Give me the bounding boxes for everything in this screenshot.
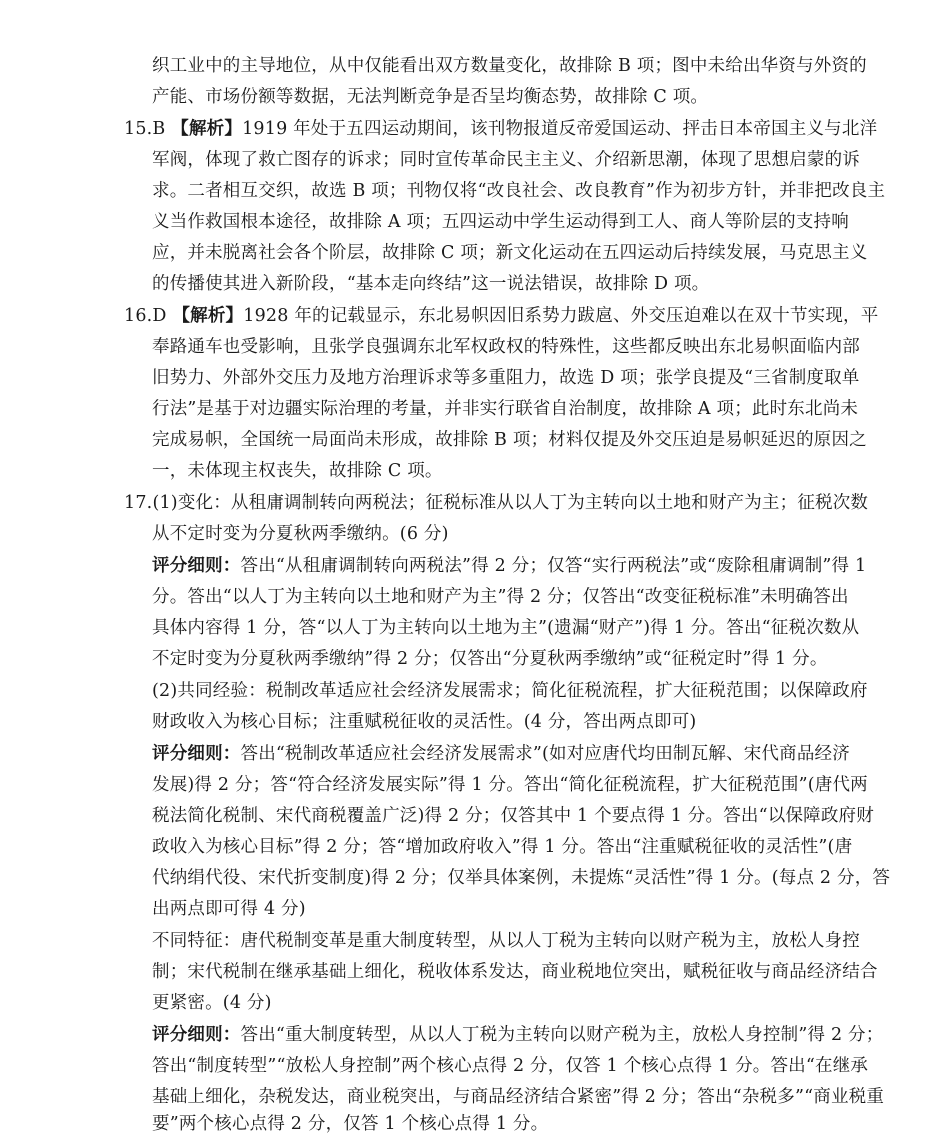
q15-line: 军阀，体现了救亡图存的诉求；同时宣传革命民主主义、介绍新思潮，体现了思想启蒙的诉	[152, 150, 860, 170]
q16-analysis-tag: 【解析】	[172, 306, 244, 326]
q17-part2-line: (2)共同经验：税制改革适应社会经济发展需求；简化征税流程，扩大征税范围；以保障政府	[152, 681, 868, 701]
q17-part2-rubric-line: 税法简化税制、宋代商税覆盖广泛)得 2 分；仅答其中 1 个要点得 1 分。答出“以保障政府财	[152, 806, 874, 826]
q16-number: 16.D	[124, 306, 167, 326]
rubric-text: 答出“从租庸调制转向两税法”得 2 分；仅答“实行两税法”或“废除租庸调制”得 1	[240, 556, 867, 576]
q17-part3-rubric-line: 基础上细化，杂税发达，商业税突出，与商品经济结合紧密”得 2 分；答出“杂税多”“商业税重	[152, 1087, 885, 1107]
q17-part2-rubric-line: 政收入为核心目标”得 2 分；答“增加政府收入”得 1 分。答出“注重赋税征收的灵活性”(唐	[152, 837, 853, 857]
q15-line: 求。二者相互交织，故选 B 项；刊物仅将“改良社会、改良教育”作为初步方针，并非把改良主	[152, 181, 886, 201]
q15-text: 1919 年处于五四运动期间，该刊物报道反帝爱国运动、抨击日本帝国主义与北洋	[242, 119, 878, 139]
q17-part1-rubric-line: 不定时变为分夏秋两季缴纳”得 2 分；仅答出“分夏秋两季缴纳”或“征税定时”得 1 分。	[152, 649, 828, 669]
q17-part2-line: 财政收入为核心目标；注重赋税征收的灵活性。(4 分，答出两点即可)	[152, 712, 697, 732]
q17-first-line	[124, 491, 868, 515]
q17-part3-line: 更紧密。(4 分)	[152, 993, 272, 1013]
q17-part2-rubric-line: 代纳绢代役、宋代折变制度)得 2 分；仅举具体案例，未提炼“灵活性”得 1 分。(每点 2 分，答	[152, 868, 891, 888]
q17-number: 17.	[124, 493, 153, 513]
q17-part3-rubric-line: 要”两个核心点得 2 分，仅答 1 个核心点得 1 分。	[152, 1114, 549, 1134]
q17-part2-rubric-first	[152, 742, 850, 766]
rubric-label: 评分细则：	[152, 556, 241, 576]
q17-part2-rubric-line: 发展)得 2 分；答“符合经济发展实际”得 1 分。答出“简化征税流程，扩大征税范围”(唐代两	[152, 775, 868, 795]
q17-part1-rubric-first	[152, 554, 866, 578]
q17-part3-rubric-line: 答出“制度转型”“放松人身控制”两个核心点得 2 分，仅答 1 个核心点得 1 分。答出“在继承	[152, 1056, 869, 1076]
q17-part3-line: 不同特征：唐代税制变革是重大制度转型，从以人丁税为主转向以财产税为主，放松人身控	[152, 931, 860, 951]
q17-part1-line: 从不定时变为分夏秋两季缴纳。(6 分)	[152, 524, 449, 544]
q17-part1-rubric-line: 具体内容得 1 分，答“以人丁为主转向以土地为主”(遗漏“财产”)得 1 分。答出“征税次数从	[152, 618, 860, 638]
q17-part1-rubric-line: 分。答出“以人丁为主转向以土地和财产为主”得 2 分；仅答出“改变征税标准”未明确答出	[152, 587, 849, 607]
q17-part1-text: (1)变化：从租庸调制转向两税法；征税标准从以人丁为主转向以土地和财产为主；征税次数	[152, 493, 869, 513]
q16-line: 完成易帜，全国统一局面尚未形成，故排除 B 项；材料仅提及外交压迫是易帜延迟的原因之	[152, 430, 867, 450]
rubric-text: 答出“税制改革适应社会经济发展需求”(如对应唐代均田制瓦解、宋代商品经济	[240, 744, 850, 764]
q15-line: 的传播使其进入新阶段，“基本走向终结”这一说法错误，故排除 D 项。	[152, 274, 710, 294]
q16-line: 奉路通车也受影响，且张学良强调东北军权政权的特殊性，这些都反映出东北易帜面临内部	[152, 337, 860, 357]
q17-part2-rubric-line: 出两点即可得 4 分)	[152, 899, 306, 919]
q15-number: 15.B	[124, 119, 166, 139]
q15-first-line	[124, 117, 877, 141]
q14-line-2: 产能、市场份额等数据，无法判断竞争是否呈均衡态势，故排除 C 项。	[152, 87, 709, 107]
rubric-label: 评分细则：	[152, 1025, 241, 1045]
q17-part3-rubric-first	[152, 1023, 883, 1047]
rubric-label: 评分细则：	[152, 744, 241, 764]
q16-line: 旧势力、外部外交压力及地方治理诉求等多重阻力，故选 D 项；张学良提及“三省制度取单	[152, 368, 860, 388]
rubric-text: 答出“重大制度转型，从以人丁税为主转向以财产税为主，放松人身控制”得 2 分；	[240, 1025, 884, 1045]
q15-line: 义当作救国根本途径，故排除 A 项；五四运动中学生运动得到工人、商人等阶层的支持响	[152, 212, 849, 232]
q14-line-1: 织工业中的主导地位，从中仅能看出双方数量变化，故排除 B 项；图中未给出华资与外资的	[152, 56, 867, 76]
q16-first-line	[124, 304, 878, 328]
q16-line: 行法”是基于对边疆实际治理的考量，并非实行联省自治制度，故排除 A 项；此时东北尚未	[152, 399, 859, 419]
q16-text: 1928 年的记载显示，东北易帜因旧系势力跋扈、外交压迫难以在双十节实现，平	[243, 306, 879, 326]
q16-line: 一，未体现主权丧失，故排除 C 项。	[152, 461, 443, 481]
q15-line: 应，并未脱离社会各个阶层，故排除 C 项；新文化运动在五四运动后持续发展，马克思主义	[152, 243, 868, 263]
q15-analysis-tag: 【解析】	[171, 119, 243, 139]
q17-part3-line: 制；宋代税制在继承基础上细化，税收体系发达，商业税地位突出，赋税征收与商品经济结合	[152, 962, 878, 982]
